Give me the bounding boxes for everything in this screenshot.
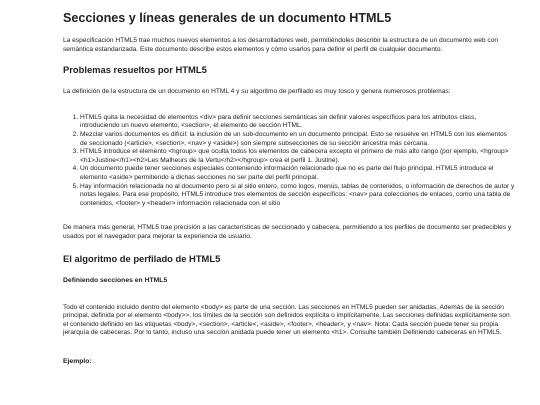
list-item: 1. HTML5 quita la necesidad de elementos <div> para definir secciones semánticas sin definir valores específicos para los atributos class, introduciendo un nuevo elemento, <section>, el elemento de sección HTML.: [80, 114, 516, 131]
problems-heading: Problemas resueltos por HTML5: [63, 64, 207, 76]
list-item: 5. Hay información relacionada no al documento pero si al sitio entero, como logos, menús, tablas de contenidos, o información de derechos de autor y notas legales. Para ese propósito, HTML5 introduce tres elementos de sección específicos: <nav> para colecciones de enlaces, como una tabla de contenidos, <footer> y <header> información relacionada con el sitio: [80, 183, 516, 209]
defining-sections-heading: Definiendo secciones en HTML5: [63, 276, 168, 284]
page-title: Secciones y líneas generales de un documento HTML5: [63, 11, 392, 25]
example-heading: Ejemplo:: [63, 357, 92, 365]
defining-sections-paragraph: Todo el contenido incluido dentro del elemento <body> es parte de una sección. Las secciones en HTML5 pueden ser anidadas. Además de la sección principal, definida por el elemento <body>>, los límites de la sección son definidos explícita o implícitamente. Las secciones definidas explícitamente son el contenido definido en las etiquetas <body>, <section>, <article<, <aside>, <footer>, <header>, y <nav>. Nota: Cada sección puede tener su propia jerarquía de cabeceras. Por lo tanto, incluso una sección anidada puede tener un elemento <h1>. Consulte también Definiendo cabeceras en HTML5.: [63, 303, 510, 337]
problems-intro-paragraph: La definición de la estructura de un documento en HTML 4 y su algoritmo de perfilado es muy tosco y genera numerosos problemas:: [63, 88, 451, 96]
list-item: 3. HTML5 introduce el elemento <hgroup> que oculta todos los elementos de cabecera excepto el primero de más alto rango (por ejemplo, <hgroup><h1>Justine</h1><h2>Les Malheurs de la Vertu</h2></hgroup> crea el perfil 1. Justine).: [80, 148, 516, 165]
intro-paragraph: La especificación HTML5 trae muchos nuevos elementos a los desarrolladores web, permitiéndoles describir la estructura de un documento web con semántica estandarizada. Este documento describe estos elementos y cómo usarlos para definir el perfil de cualquier documento.: [63, 37, 499, 53]
general-paragraph: De manera más general, HTML5 trae precisión a las características de seccionado y cabecera, permitiendo a los perfiles de documento ser predecibles y usados por el navegador para mejorar la experiencia de usuario.: [63, 224, 512, 240]
algorithm-heading: El algoritmo de perfilado de HTML5: [63, 252, 221, 264]
list-item: 4. Un documento puede tener secciones especiales conteniendo información relacionado que no es parte del flujo principal. HTML5 introduce el elemento <aside> permitiendo a dichas secciones no ser parte del perfil principal.: [80, 165, 516, 182]
list-item: 2. Mezclar varios documentos es difícil: la inclusión de un sub-documento en un documento principal. Esto se resuelve en HTML5 con los elementos de seccionado (<article>, <section>, <nav> y <aside>) son siempre subsecciones de su sección ancestra más cercana.: [80, 131, 516, 148]
problems-list: [63, 114, 516, 209]
